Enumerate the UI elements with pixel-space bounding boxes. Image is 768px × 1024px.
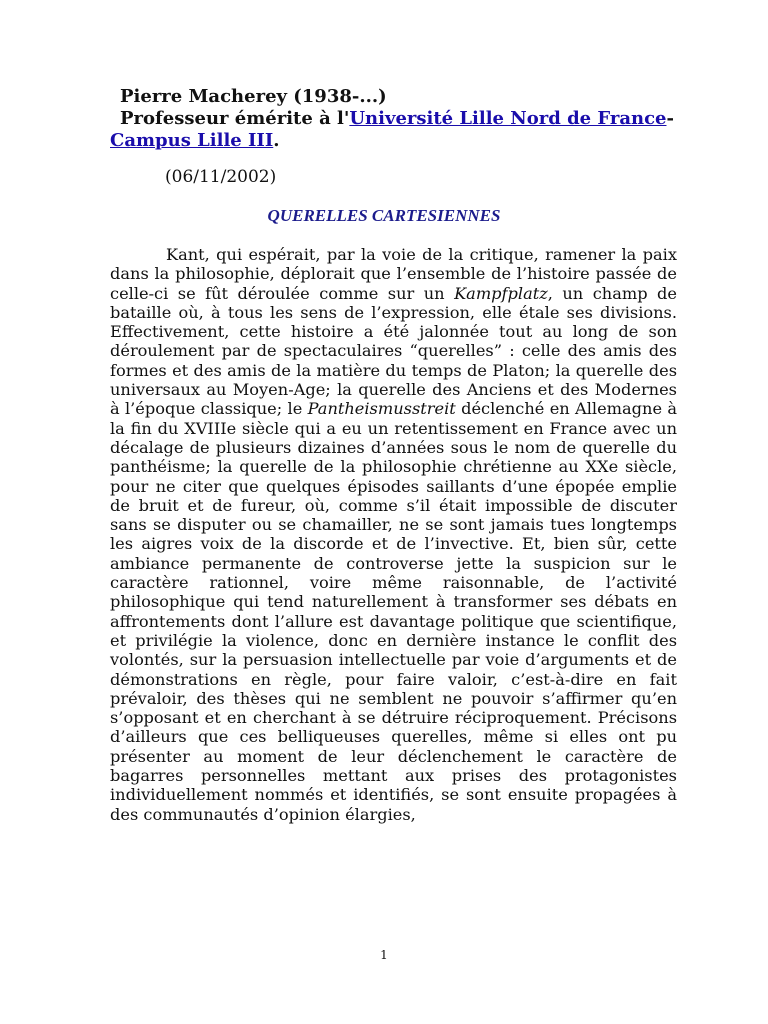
header-period: . (273, 130, 280, 151)
pantheismusstreit-term: Pantheismusstreit (307, 399, 456, 419)
body-text-part-2: , un champ de bataille où, à tous les sens de l’expression, elle étale ses divisions. Effectivement, cette histoire a été jalonnée tout au long de son déroulement par de spectaculaires “querelles” : celle des amis des formes et des amis de la matière du temps de Platon; la querelle des universaux au Moyen-Age; la querelle des Anciens et des Modernes à l’époque classique; le (110, 283, 677, 419)
body-text-part-1: Kant, qui espérait, par la voie de la critique, ramener la paix dans la philosophie, déplorait que l’ensemble de l’histoire passée de celle-ci se fût déroulée comme sur un (110, 245, 677, 303)
document-date: (06/11/2002) (165, 167, 277, 187)
campus-line (110, 130, 680, 152)
author-name: Pierre Macherey (1938-...) (120, 86, 387, 107)
university-link[interactable]: Université Lille Nord de France (349, 108, 667, 129)
body-text-part-3: déclenché en Allemagne à la fin du XVIIIe siècle qui a eu un retentissement en France avec un décalage de plusieurs dizaines d’années sous le nom de querelle du panthéisme; la querelle de la philosophie chrétienne au XXe siècle, pour ne citer que quelques épisodes saillants d’une épopée emplie de bruit et de fureur, où, comme s’il était impossible de discuter sans se disputer ou se chamailler, ne se sont jamais tues longtemps les aigres voix de la discorde et de l’invective. Et, bien sûr, cette ambiance permanente de controverse jette la suspicion sur le caractère rationnel, voire même raisonnable, de l’activité philosophique qui tend naturellement à transformer ses débats en affrontements dont l’allure est davantage politique que scientifique, et privilégie la violence, donc en dernière instance le conflit des volontés, sur la persuasion intellectuelle par voie d’arguments et de démonstrations en règle, pour faire valoir, c’est-à-dire en fait prévaloir, des thèses qui ne semblent ne pouvoir s’affirmer qu’en s’opposant et en cherchant à se détruire réciproquement. Précisons d’ailleurs que ces belliqueuses querelles, même si elles ont pu présenter au moment de leur déclenchement le caractère de bagarres personnelles mettant aux prises des protagonistes individuellement nommés et identifiés, se sont ensuite propagées à des communautés d’opinion élargies, (110, 399, 677, 824)
author-position (110, 108, 680, 130)
page-number: 1 (380, 948, 388, 962)
author-header (110, 86, 680, 152)
position-prefix: Professeur émérite à l' (120, 108, 350, 129)
document-title: QUERELLES CARTESIENNES (267, 206, 501, 225)
dash-separator: - (666, 108, 674, 129)
kampfplatz-term: Kampfplatz (454, 283, 548, 303)
campus-link[interactable]: Campus Lille III (110, 130, 274, 151)
body-paragraph (110, 245, 677, 824)
